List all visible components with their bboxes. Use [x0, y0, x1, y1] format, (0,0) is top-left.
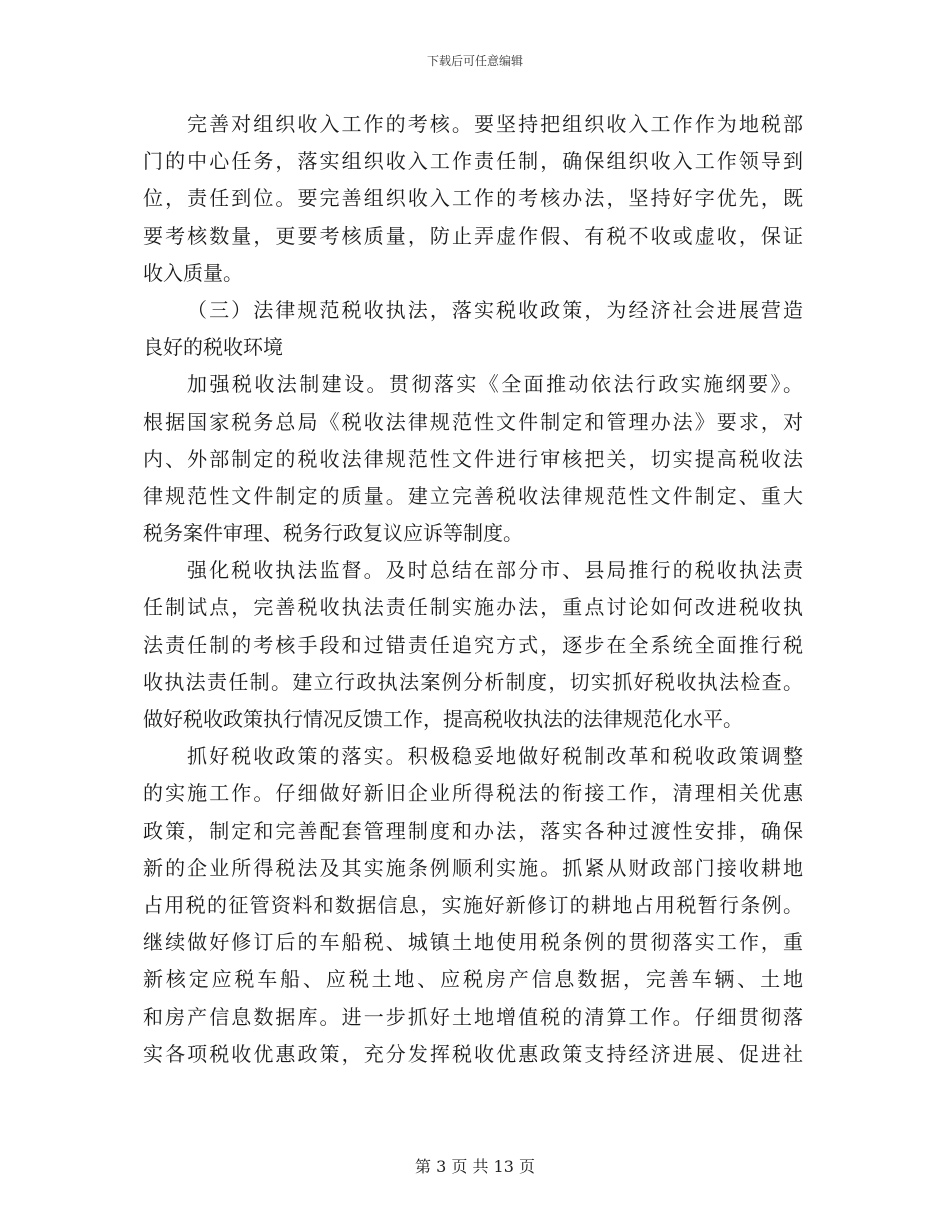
- page-footer: 第 3 页 共 13 页: [415, 1157, 535, 1176]
- text-line: 任制试点，完善税收执法责任制实施办法，重点讨论如何改进税收执: [143, 595, 803, 620]
- text-line: 收执法责任制。建立行政执法案例分析制度，切实抓好税收执法检查。: [143, 669, 803, 694]
- text-line: 根据国家税务总局《税收法律规范性文件制定和管理办法》要求，对: [143, 409, 803, 434]
- text-line: 完善对组织收入工作的考核。要坚持把组织收入工作作为地税部: [187, 112, 803, 136]
- text-line: 内、外部制定的税收法律规范性文件进行审核把关，切实提高税收法: [143, 446, 803, 471]
- text-line: 和房产信息数据库。进一步抓好土地增值税的清算工作。仔细贯彻落: [143, 1004, 803, 1029]
- text-line: 新的企业所得税法及其实施条例顺利实施。抓紧从财政部门接收耕地: [143, 855, 803, 880]
- page-header: 下载后可任意编辑: [426, 54, 523, 68]
- text-line: 要考核数量，更要考核质量，防止弄虚作假、有税不收或虚收，保证: [143, 223, 803, 248]
- text-line: 律规范性文件制定的质量。建立完善税收法律规范性文件制定、重大: [143, 483, 803, 508]
- text-line: （三）法律规范税收执法，落实税收政策，为经济社会进展营造: [187, 297, 803, 322]
- text-line: 占用税的征管资料和数据信息，实施好新修订的耕地占用税暂行条例。: [143, 892, 803, 917]
- text-line: 实各项税收优惠政策，充分发挥税收优惠政策支持经济进展、促进社: [143, 1041, 803, 1066]
- text-line: 的实施工作。仔细做好新旧企业所得税法的衔接工作，清理相关优惠: [143, 781, 803, 806]
- text-line: 税务案件审理、税务行政复议应诉等制度。: [143, 521, 523, 546]
- text-line: 门的中心任务，落实组织收入工作责任制，确保组织收入工作领导到: [143, 149, 803, 174]
- text-line: 新核定应税车船、应税土地、应税房产信息数据，完善车辆、土地: [143, 967, 803, 992]
- text-line: 做好税收政策执行情况反馈工作，提高税收执法的法律规范化水平。: [143, 707, 743, 731]
- text-line: 抓好税收政策的落实。积极稳妥地做好税制改革和税收政策调整: [187, 744, 803, 769]
- text-line: 加强税收法制建设。贯彻落实《全面推动依法行政实施纲要》。: [187, 372, 803, 397]
- text-line: 继续做好修订后的车船税、城镇土地使用税条例的贯彻落实工作，重: [143, 930, 803, 955]
- text-line: 法责任制的考核手段和过错责任追究方式，逐步在全系统全面推行税: [143, 632, 803, 657]
- text-line: 收入质量。: [143, 260, 243, 285]
- text-line: 位，责任到位。要完善组织收入工作的考核办法，坚持好字优先，既: [143, 186, 803, 211]
- text-line: 政策，制定和完善配套管理制度和办法，落实各种过渡性安排，确保: [143, 818, 803, 843]
- text-line: 强化税收执法监督。及时总结在部分市、县局推行的税收执法责: [187, 558, 803, 583]
- body-text: [143, 106, 803, 1073]
- text-line: 良好的税收环境: [143, 335, 283, 360]
